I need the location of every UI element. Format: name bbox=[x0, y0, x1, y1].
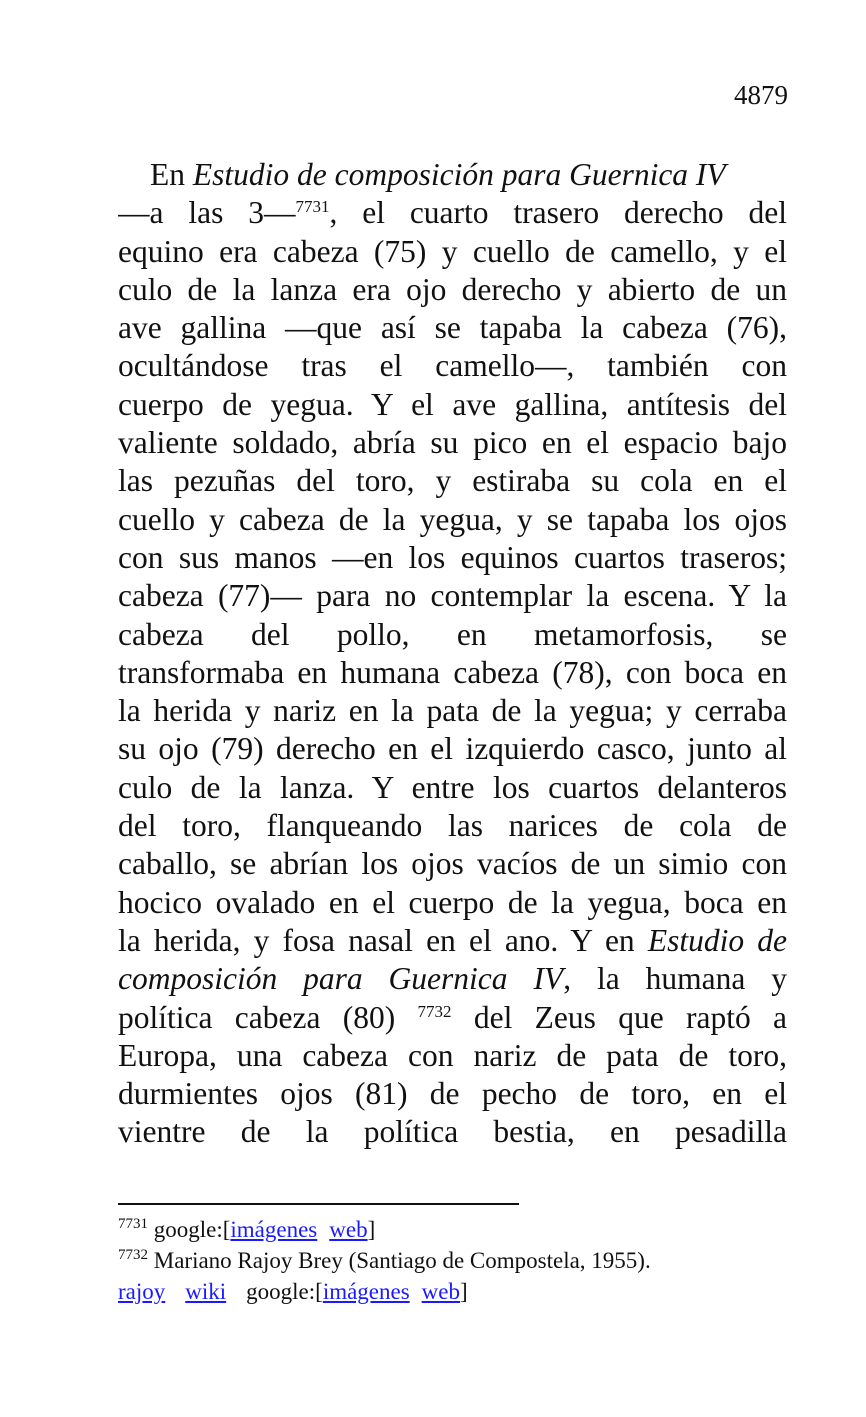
text-run: culo de la lanza era ojo derecho y abierto de un bbox=[118, 271, 787, 307]
text-line bbox=[118, 1113, 787, 1151]
text-run: , la humana y bbox=[563, 961, 787, 997]
text-run: del toro, flanqueando las narices de cola de bbox=[118, 808, 787, 844]
wiki-link[interactable]: wiki bbox=[185, 1279, 227, 1304]
text-line bbox=[118, 462, 787, 500]
text-run: durmientes ojos (81) de pecho de toro, en el bbox=[118, 1076, 787, 1112]
text-run: , el cuarto trasero derecho del bbox=[329, 195, 787, 231]
images-link[interactable]: imágenes bbox=[230, 1217, 318, 1242]
footnote-reference: 7731 bbox=[295, 197, 330, 217]
text-run: cabeza del pollo, en metamorfosis, se bbox=[118, 616, 787, 652]
text-run: las pezuñas del toro, y estiraba su cola en el bbox=[118, 463, 787, 499]
text-line bbox=[118, 807, 787, 845]
text-line bbox=[118, 960, 787, 998]
footnote-number: 7732 bbox=[118, 1247, 148, 1263]
footnote-7732-links bbox=[118, 1276, 787, 1307]
text-run: Europa, una cabeza con nariz de pata de toro, bbox=[118, 1037, 787, 1073]
text-line bbox=[118, 922, 787, 960]
text-line bbox=[118, 233, 787, 271]
footnote-text: ] bbox=[460, 1279, 468, 1304]
text-line bbox=[118, 347, 787, 385]
web-link[interactable]: web bbox=[421, 1279, 460, 1304]
text-run: transformaba en humana cabeza (78), con boca en bbox=[118, 654, 787, 690]
italic-title: composición para Guernica IV bbox=[118, 961, 564, 997]
text-run: ocultándose tras el camello—, también con bbox=[118, 348, 787, 384]
text-run: la herida, y fosa nasal en el ano. Y en bbox=[118, 922, 648, 958]
text-line bbox=[118, 845, 787, 883]
text-run: caballo, se abrían los ojos vacíos de un simio con bbox=[118, 846, 787, 882]
footnote-text: google:[ bbox=[148, 1217, 231, 1242]
text-line bbox=[118, 156, 787, 194]
footnote-number: 7731 bbox=[118, 1216, 148, 1232]
text-run: la herida y nariz en la pata de la yegua; y cerraba bbox=[118, 693, 787, 729]
text-run: vientre de la política bestia, en pesadilla bbox=[118, 1114, 787, 1150]
text-line bbox=[118, 501, 787, 539]
text-line bbox=[118, 194, 787, 232]
text-run: cuerpo de yegua. Y el ave gallina, antítesis del bbox=[118, 386, 787, 422]
text-line bbox=[118, 1037, 787, 1075]
footnote-reference: 7732 bbox=[417, 1001, 452, 1021]
text-run: hocico ovalado en el cuerpo de la yegua, boca en bbox=[118, 884, 787, 920]
text-run: En bbox=[150, 157, 193, 192]
text-line bbox=[118, 271, 787, 309]
text-run: cabeza (77)— para no contemplar la escena. Y la bbox=[118, 578, 787, 614]
footnote-text: Mariano Rajoy Brey (Santiago de Compostela, 1955). bbox=[148, 1248, 651, 1273]
footnote-7732 bbox=[118, 1245, 787, 1276]
images-link[interactable]: imágenes bbox=[322, 1279, 410, 1304]
footnote-separator bbox=[118, 1203, 519, 1205]
text-line bbox=[118, 309, 787, 347]
text-run: equino era cabeza (75) y cuello de camello, y el bbox=[118, 233, 787, 269]
text-run: política cabeza (80) bbox=[118, 999, 418, 1035]
footnote-text: google:[ bbox=[246, 1279, 323, 1304]
text-line bbox=[118, 654, 787, 692]
page-number: 4879 bbox=[734, 80, 788, 110]
text-line bbox=[118, 730, 787, 768]
web-link[interactable]: web bbox=[329, 1217, 368, 1242]
body-text bbox=[118, 156, 787, 1152]
italic-title: Estudio de composición para Guernica IV bbox=[192, 157, 726, 192]
text-line bbox=[118, 884, 787, 922]
text-line bbox=[118, 999, 787, 1037]
footnotes bbox=[118, 1214, 787, 1307]
text-run: su ojo (79) derecho en el izquierdo casco, junto al bbox=[118, 731, 787, 767]
text-run: ave gallina —que así se tapaba la cabeza (76), bbox=[118, 310, 787, 346]
text-line bbox=[118, 769, 787, 807]
text-line bbox=[118, 692, 787, 730]
footnote-text: ] bbox=[367, 1217, 376, 1242]
rajoy-link[interactable]: rajoy bbox=[118, 1279, 166, 1304]
text-run: valiente soldado, abría su pico en el espacio bajo bbox=[118, 425, 787, 461]
text-line bbox=[118, 577, 787, 615]
text-line bbox=[118, 539, 787, 577]
text-run: culo de la lanza. Y entre los cuartos delanteros bbox=[118, 769, 787, 805]
text-line bbox=[118, 1075, 787, 1113]
footnote-7731 bbox=[118, 1214, 787, 1245]
text-line bbox=[118, 616, 787, 654]
text-line bbox=[118, 386, 787, 424]
text-run: con sus manos —en los equinos cuartos traseros; bbox=[118, 539, 787, 575]
text-run: cuello y cabeza de la yegua, y se tapaba los ojos bbox=[118, 501, 787, 537]
text-run: —a las 3— bbox=[118, 195, 296, 231]
text-line bbox=[118, 424, 787, 462]
text-run: del Zeus que raptó a bbox=[451, 999, 787, 1035]
italic-title: Estudio de bbox=[647, 922, 787, 958]
